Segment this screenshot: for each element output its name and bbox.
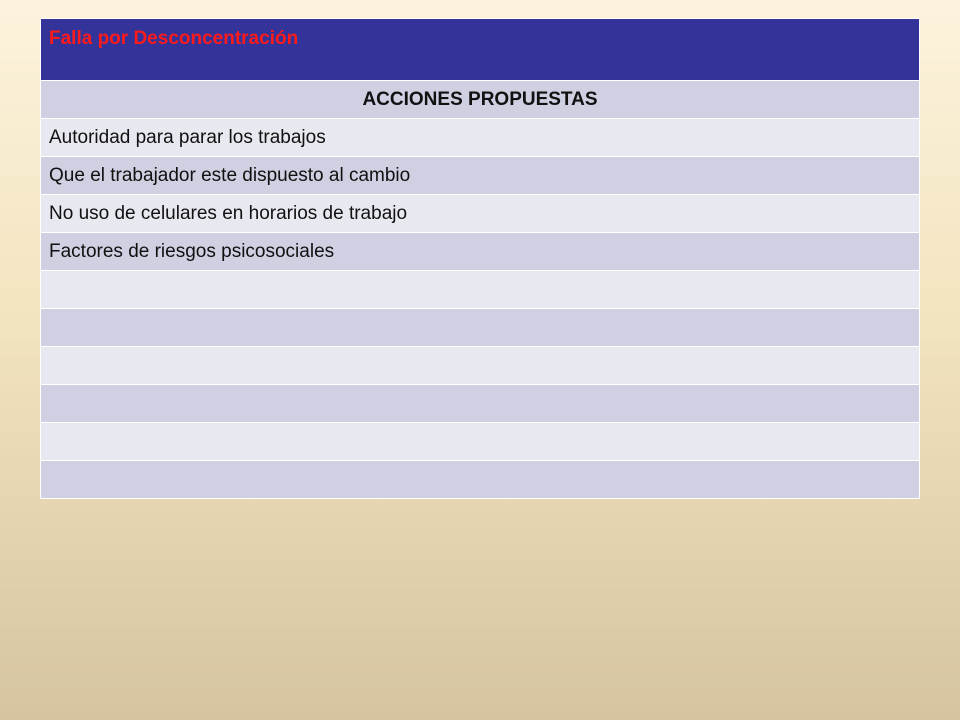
table-row bbox=[41, 423, 920, 461]
table-title-row bbox=[41, 19, 920, 81]
table-cell bbox=[41, 271, 920, 309]
table-title: Falla por Desconcentración bbox=[41, 19, 920, 81]
table-header: ACCIONES PROPUESTAS bbox=[41, 81, 920, 119]
table-cell bbox=[41, 461, 920, 499]
table-row bbox=[41, 119, 920, 157]
actions-table bbox=[40, 18, 920, 499]
table-row bbox=[41, 271, 920, 309]
table-row bbox=[41, 347, 920, 385]
table-cell bbox=[41, 309, 920, 347]
table-cell: Que el trabajador este dispuesto al cambio bbox=[41, 157, 920, 195]
table-cell bbox=[41, 423, 920, 461]
table-cell bbox=[41, 385, 920, 423]
table-row bbox=[41, 309, 920, 347]
table-header-row bbox=[41, 81, 920, 119]
table-row bbox=[41, 385, 920, 423]
table-row bbox=[41, 461, 920, 499]
table-cell bbox=[41, 347, 920, 385]
table-cell: Factores de riesgos psicosociales bbox=[41, 233, 920, 271]
table-row bbox=[41, 195, 920, 233]
table-cell: Autoridad para parar los trabajos bbox=[41, 119, 920, 157]
table-row bbox=[41, 157, 920, 195]
table-cell: No uso de celulares en horarios de trabajo bbox=[41, 195, 920, 233]
table-row bbox=[41, 233, 920, 271]
